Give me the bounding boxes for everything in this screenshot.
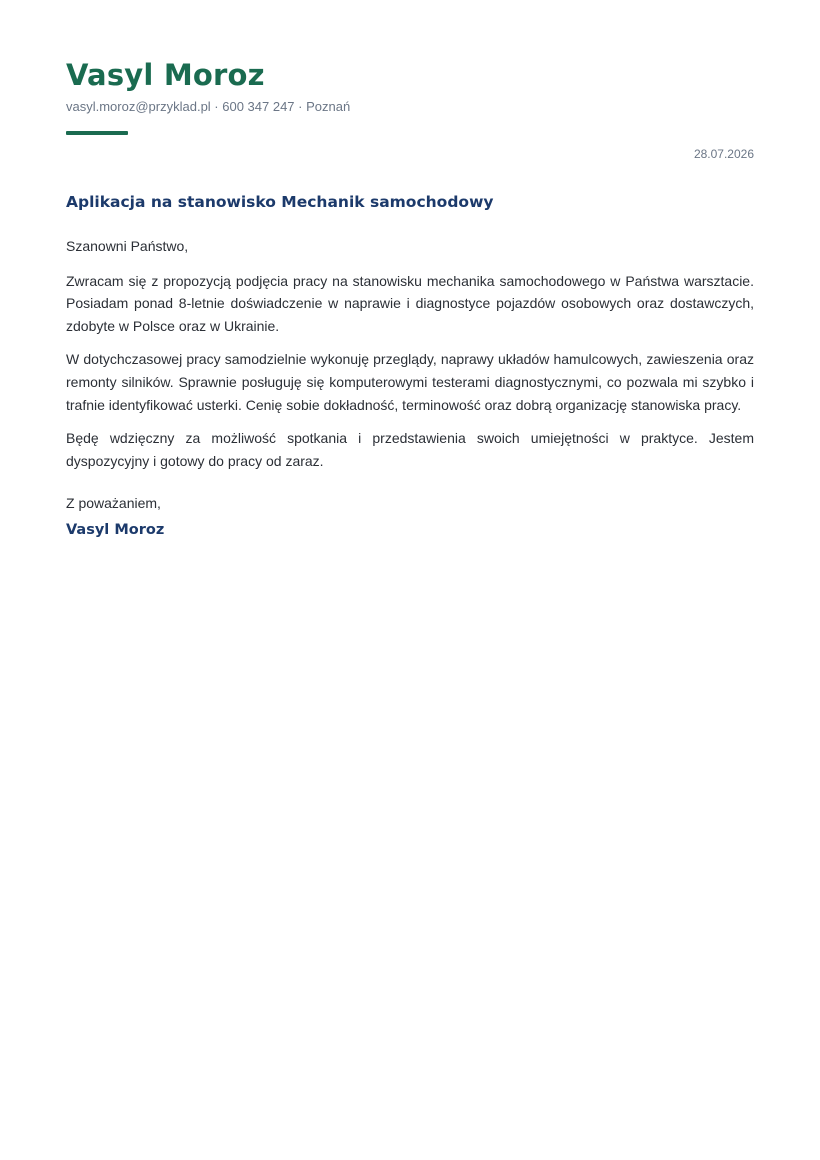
letter-subject: Aplikacja na stanowisko Mechanik samochodowy (66, 193, 494, 211)
salutation: Szanowni Państwo, (66, 238, 189, 254)
contact-line: vasyl.moroz@przyklad.pl · 600 347 247 · Poznań (66, 99, 351, 114)
applicant-name: Vasyl Moroz (66, 58, 265, 92)
paragraph-2: W dotychczasowej pracy samodzielnie wykonuję przeglądy, naprawy układów hamulcowych, zawieszenia oraz remonty silników. Sprawnie posługuję się komputerowymi testerami diagnostycznymi, co pozwala mi szybko i trafnie identyfikować usterki. Cenię sobie dokładność, terminowość oraz dobrą organizację stanowiska pracy. (66, 351, 754, 413)
letter-date: 28.07.2026 (693, 147, 754, 161)
paragraph-1: Zwracam się z propozycją podjęcia pracy na stanowisku mechanika samochodowego w Państwa warsztacie. Posiadam ponad 8-letnie doświadczenie w naprawie i diagnostyce pojazdów osobowych oraz dostawczych, zdobyte w Polsce oraz w Ukrainie. (66, 272, 754, 334)
header-accent-divider (66, 131, 128, 135)
signature-name: Vasyl Moroz (66, 522, 165, 538)
letter-body (66, 235, 754, 483)
paragraph-3: Będę wdzięczny za możliwość spotkania i przedstawienia swoich umiejętności w praktyce. Jestem dyspozycyjny i gotowy do pracy od zaraz. (66, 430, 754, 469)
closing-phrase: Z poważaniem, (66, 495, 161, 511)
